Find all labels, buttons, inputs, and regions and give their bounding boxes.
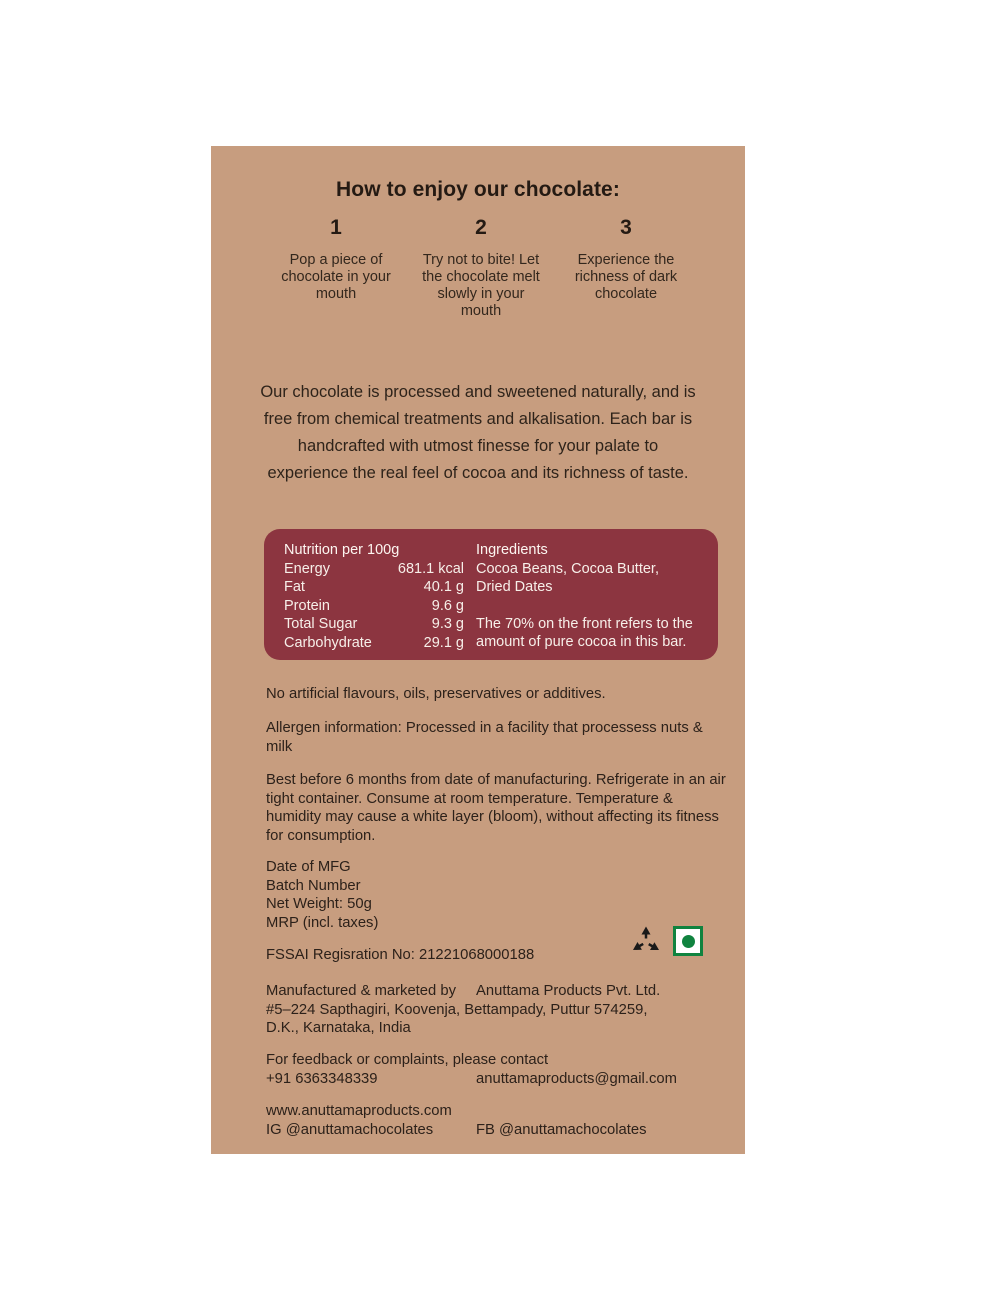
website-url[interactable]: www.anuttamaproducts.com bbox=[266, 1103, 452, 1119]
address-line-2: D.K., Karnataka, India bbox=[266, 1020, 411, 1036]
intro-paragraph: Our chocolate is processed and sweetened naturally, and is free from chemical treatments and alkalisation. Each bar is handcrafted with utmost finesse for your palate to experience the real feel of cocoa and its richness of taste. bbox=[260, 383, 696, 482]
ingredients-line-1: Cocoa Beans, Cocoa Butter, bbox=[476, 560, 659, 577]
step-text: Pop a piece of chocolate in your mouth bbox=[281, 252, 391, 302]
address-line-1: #5–224 Sapthagiri, Koovenja, Bettampady, Puttur 574259, bbox=[266, 1001, 648, 1018]
table-row bbox=[284, 597, 464, 616]
manufacturer-line bbox=[266, 982, 726, 1001]
storage-instructions-text: Best before 6 months from date of manufacturing. Refrigerate in an air tight container. Consume at room temperature. Temperature & humidity may cause a white layer (bloom), without affecting its fitness for consumption. bbox=[266, 772, 726, 844]
table-row bbox=[284, 560, 464, 579]
ingredients-line-2: Dried Dates bbox=[476, 579, 553, 595]
mfg-fields-block bbox=[266, 858, 726, 932]
nutrient-name: Carbohydrate bbox=[284, 634, 372, 651]
list-item bbox=[561, 216, 691, 320]
nutrient-value: 681.1 kcal bbox=[397, 560, 464, 577]
nutrient-value: 40.1 g bbox=[423, 579, 464, 595]
field-batch-number: Batch Number bbox=[266, 877, 361, 894]
no-additives-text: No artificial flavours, oils, preservatives or additives. bbox=[266, 686, 606, 702]
instagram-handle[interactable]: IG @anuttamachocolates bbox=[266, 1121, 434, 1138]
field-date-of-mfg: Date of MFG bbox=[266, 859, 351, 875]
nutrient-name: Energy bbox=[284, 560, 330, 577]
spacer bbox=[476, 597, 700, 615]
product-back-label bbox=[211, 146, 745, 1154]
table-row bbox=[284, 615, 464, 634]
steps-list bbox=[271, 216, 691, 320]
nutrient-name: Fat bbox=[284, 579, 305, 595]
recycle-icon bbox=[629, 925, 663, 957]
social-block bbox=[266, 1102, 726, 1139]
list-item bbox=[416, 216, 546, 320]
nutrient-name: Protein bbox=[284, 597, 330, 614]
allergen-info-text: Allergen information: Processed in a facility that processess nuts & milk bbox=[266, 720, 703, 755]
step-text: Try not to bite! Let the chocolate melt slowly in your mouth bbox=[422, 252, 540, 319]
step-text: Experience the richness of dark chocolate bbox=[574, 252, 678, 302]
cocoa-note-line-1: The 70% on the front refers to the bbox=[476, 615, 693, 632]
manufacturer-block bbox=[266, 982, 726, 1038]
nutrient-value: 9.3 g bbox=[431, 616, 464, 632]
cocoa-note-line-2: amount of pure cocoa in this bar. bbox=[476, 634, 687, 650]
email-address[interactable]: anuttamaproducts@gmail.com bbox=[476, 1070, 677, 1087]
manufactured-by-label: Manufactured & marketed by bbox=[266, 983, 456, 999]
step-number: 2 bbox=[475, 216, 487, 239]
field-mrp: MRP (incl. taxes) bbox=[266, 914, 379, 931]
list-item bbox=[271, 216, 401, 320]
step-number: 1 bbox=[330, 216, 342, 239]
fssai-registration-text: FSSAI Regisration No: 21221068000188 bbox=[266, 947, 535, 963]
nutrition-panel bbox=[264, 529, 718, 660]
feedback-block bbox=[266, 1051, 726, 1088]
contact-line bbox=[266, 1070, 726, 1089]
veg-dot bbox=[682, 935, 695, 948]
nutrient-value: 9.6 g bbox=[431, 597, 464, 614]
page-title: How to enjoy our chocolate: bbox=[336, 178, 620, 201]
ingredients-heading: Ingredients bbox=[476, 542, 548, 558]
facebook-handle[interactable]: FB @anuttamachocolates bbox=[476, 1121, 647, 1138]
phone-number[interactable]: +91 6363348339 bbox=[266, 1070, 378, 1087]
company-name: Anuttama Products Pvt. Ltd. bbox=[476, 983, 661, 999]
step-number: 3 bbox=[620, 216, 632, 239]
ingredients-block bbox=[464, 541, 700, 652]
social-handles bbox=[266, 1121, 726, 1140]
table-row bbox=[284, 578, 464, 597]
feedback-label: For feedback or complaints, please contact bbox=[266, 1052, 549, 1068]
nutrition-heading: Nutrition per 100g bbox=[284, 542, 400, 558]
nutrient-value: 29.1 g bbox=[423, 634, 464, 651]
nutrition-table bbox=[284, 541, 464, 652]
table-row bbox=[284, 634, 464, 653]
vegetarian-mark-icon bbox=[673, 926, 703, 956]
field-net-weight: Net Weight: 50g bbox=[266, 896, 372, 912]
certification-icons bbox=[629, 923, 719, 959]
nutrient-name: Total Sugar bbox=[284, 616, 358, 632]
